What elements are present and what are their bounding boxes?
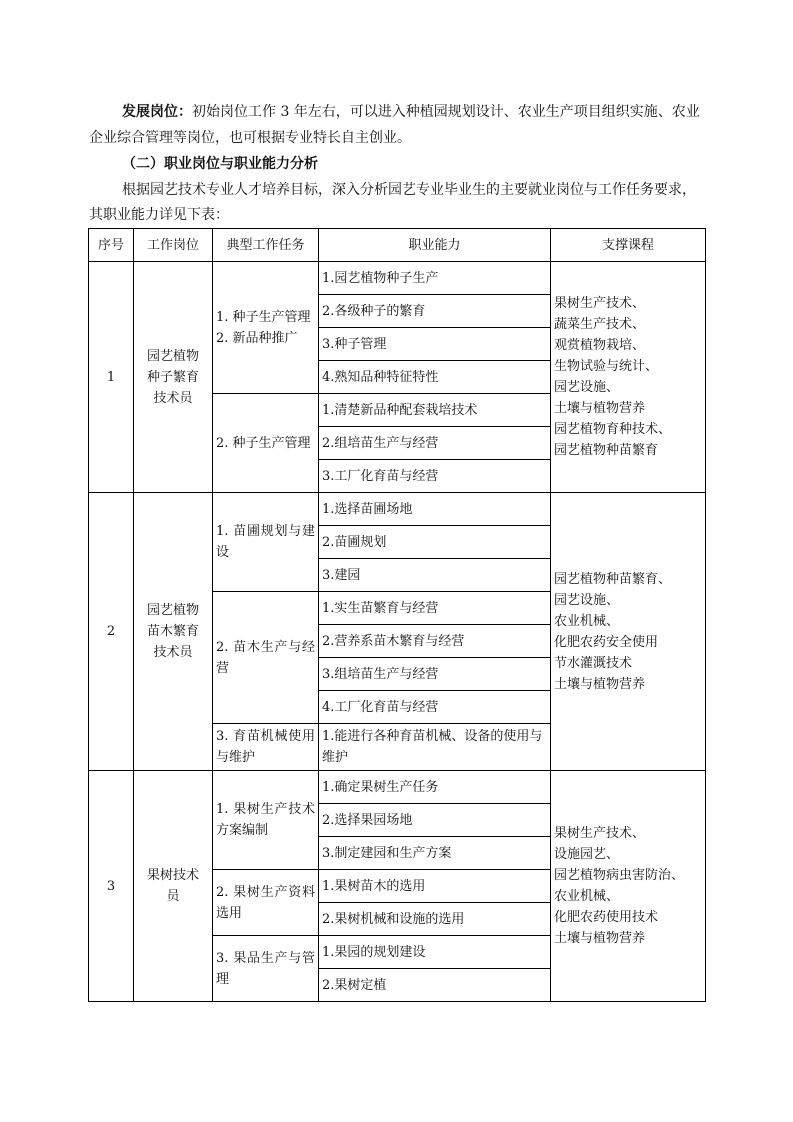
development-text-line1: 初始岗位工作 3 年左右，可以进入种植园规划设计、农业生产项目组织实施、农业 [192, 104, 700, 120]
ability-cell: 2.各级种子的繁育 [319, 295, 551, 328]
intro-line1: 根据园艺技术专业人才培养目标，深入分析园艺专业毕业生的主要就业岗位与工作任务要求， [122, 182, 696, 198]
ability-cell: 3.种子管理 [319, 328, 551, 361]
typical-task: 1. 苗圃规划与建设 [213, 493, 319, 592]
support-courses: 果树生产技术、 蔬菜生产技术、 观赏植物栽培、 生物试验与统计、 园艺设施、 土壤与植物营养 园艺植物育种技术、 园艺植物种苗繁育 [551, 262, 706, 493]
header-post: 工作岗位 [134, 229, 213, 262]
ability-cell: 1.果树苗木的选用 [319, 870, 551, 903]
ability-cell: 3.组培苗生产与经营 [319, 658, 551, 691]
ability-cell: 2.果树机械和设施的选用 [319, 903, 551, 936]
typical-task: 3. 育苗机械使用与维护 [213, 724, 319, 771]
ability-cell: 3.建园 [319, 559, 551, 592]
header-task: 典型工作任务 [213, 229, 319, 262]
ability-cell: 2.苗圃规划 [319, 526, 551, 559]
row-number: 3 [89, 771, 134, 1002]
ability-cell: 3.制定建园和生产方案 [319, 837, 551, 870]
ability-cell: 3.工厂化育苗与经营 [319, 460, 551, 493]
section-heading: （二）职业岗位与职业能力分析 [122, 156, 318, 172]
ability-cell: 4.熟知品种特征特性 [319, 361, 551, 394]
job-post: 园艺植物苗木繁育技术员 [134, 493, 213, 771]
ability-cell: 1.清楚新品种配套栽培技术 [319, 394, 551, 427]
support-courses: 果树生产技术、 设施园艺、 园艺植物病虫害防治、 农业机械、 化肥农药使用技术 土壤与植物营养 [551, 771, 706, 1002]
row-number: 1 [89, 262, 134, 493]
ability-cell: 2.果树定植 [319, 969, 551, 1002]
table-row [89, 493, 706, 526]
ability-cell: 1.园艺植物种子生产 [319, 262, 551, 295]
typical-task: 2. 果树生产资料选用 [213, 870, 319, 936]
ability-cell: 1.实生苗繁育与经营 [319, 592, 551, 625]
ability-cell: 1.果园的规划建设 [319, 936, 551, 969]
header-ability: 职业能力 [319, 229, 551, 262]
job-post: 果树技术员 [134, 771, 213, 1002]
typical-task: 3. 果品生产与管理 [213, 936, 319, 1002]
header-no: 序号 [89, 229, 134, 262]
header-course: 支撑课程 [551, 229, 706, 262]
typical-task: 2. 苗木生产与经营 [213, 592, 319, 724]
ability-cell: 2.选择果园场地 [319, 804, 551, 837]
typical-task: 1. 果树生产技术方案编制 [213, 771, 319, 870]
typical-task: 2. 种子生产管理 [213, 394, 319, 493]
table-row [89, 771, 706, 804]
job-post: 园艺植物种子繁育技术员 [134, 262, 213, 493]
ability-table [88, 228, 706, 1002]
support-courses: 园艺植物种苗繁育、 园艺设施、 农业机械、 化肥农药安全使用 节水灌溉技术 土壤与植物营养 [551, 493, 706, 771]
row-number: 2 [89, 493, 134, 771]
table-body [89, 262, 706, 1002]
ability-cell: 1.能进行各种育苗机械、设备的使用与维护 [319, 724, 551, 771]
development-text-line2: 企业综合管理等岗位，也可根据专业特长自主创业。 [89, 130, 411, 146]
ability-cell: 1.确定果树生产任务 [319, 771, 551, 804]
ability-cell: 4.工厂化育苗与经营 [319, 691, 551, 724]
ability-cell: 1.选择苗圃场地 [319, 493, 551, 526]
intro-line2: 其职业能力详见下表： [89, 207, 229, 223]
typical-task: 1. 种子生产管理 2. 新品种推广 [213, 262, 319, 394]
development-label: 发展岗位： [122, 104, 192, 120]
ability-cell: 2.营养系苗木繁育与经营 [319, 625, 551, 658]
table-row [89, 262, 706, 295]
ability-cell: 2.组培苗生产与经营 [319, 427, 551, 460]
table-header-row [89, 229, 706, 262]
paragraph-development [122, 100, 700, 124]
